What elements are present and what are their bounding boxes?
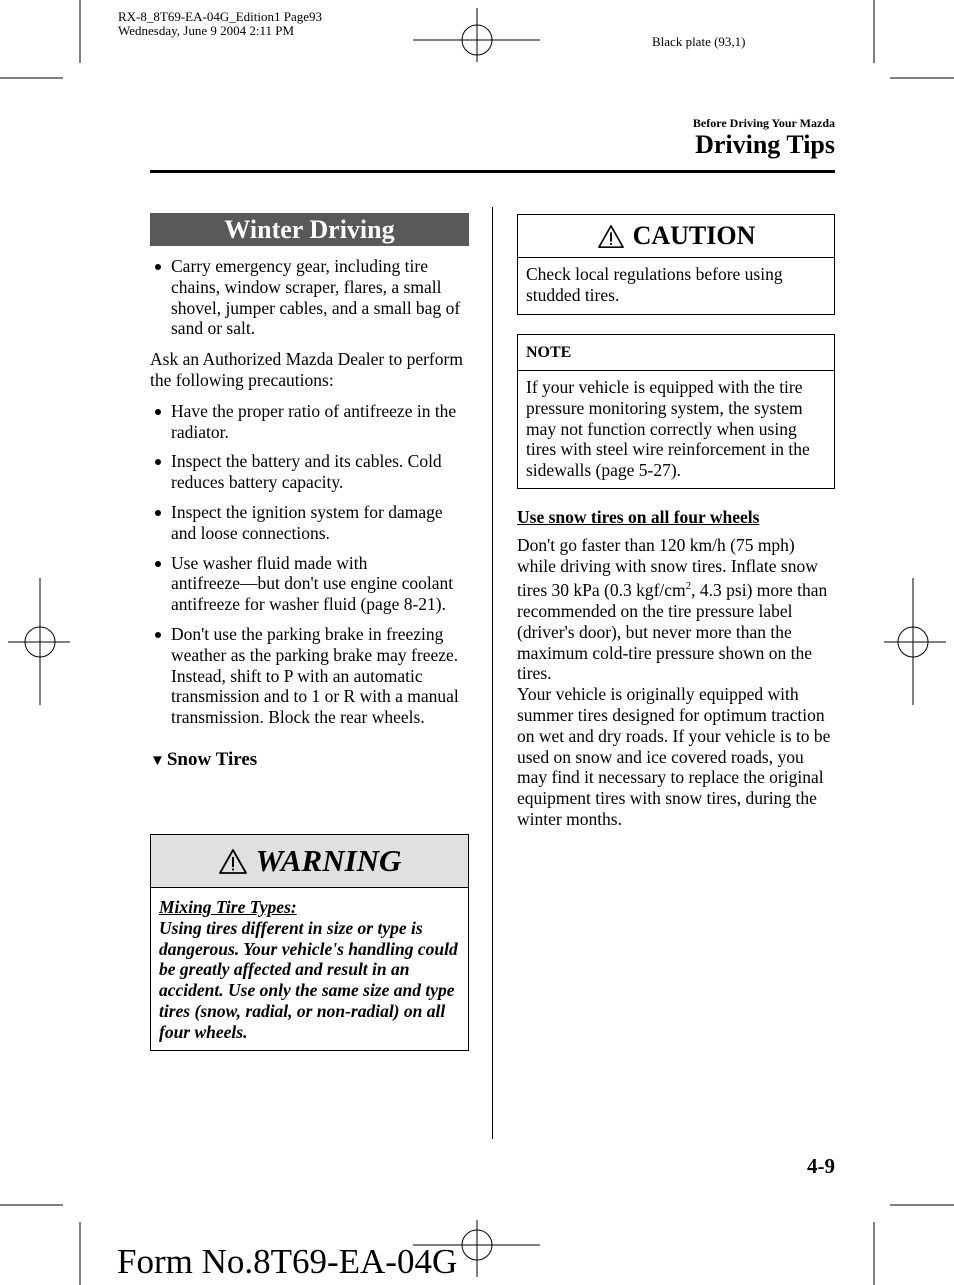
warning-heading: Mixing Tire Types: [159, 897, 297, 917]
list-item: Have the proper ratio of antifreeze in the radiator. [150, 401, 469, 443]
note-label: NOTE [518, 335, 834, 371]
snow-tires-heading: Use snow tires on all four wheels [517, 507, 760, 527]
warning-text: Using tires different in size or type is dangerous. Your vehicle's handling could be greatly affected and result in an accident. Use only the same size and type tires (snow, radial, or non-radial) on all four wheels. [159, 917, 458, 1042]
list-item: Carry emergency gear, including tire chains, window scraper, flares, a small shovel, jumper cables, and a small bag of sand or salt. [150, 256, 469, 339]
warning-box [150, 834, 469, 1051]
caution-text: Check local regulations before using studded tires. [526, 264, 783, 305]
caution-label: CAUTION [632, 221, 756, 250]
section-label: Before Driving Your Mazda [692, 116, 835, 130]
right-column-text [517, 507, 837, 830]
dealer-intro: Ask an Authorized Mazda Dealer to perform the following precautions: [150, 349, 463, 390]
caution-header [518, 215, 834, 258]
column-divider [492, 207, 493, 1139]
snow-tires-text-b: , 4.3 psi) more than recommended on the tire pressure label (driver's door), but never more than the maximum cold-tire pressure shown on the tires. [517, 580, 828, 684]
header-rule [150, 170, 835, 173]
warning-header [151, 835, 468, 888]
list-item: Inspect the ignition system for damage and loose connections. [150, 502, 469, 544]
list-item: Don't use the parking brake in freezing weather as the parking brake may freeze. Instead, shift to P with an automatic transmission and to 1 or R with a manual transmission. Block the rear wheels. [150, 624, 469, 728]
precaution-list [150, 401, 469, 728]
snow-tires-superscript: 2 [685, 580, 692, 593]
note-box [517, 334, 835, 489]
caution-triangle-icon [597, 224, 625, 249]
note-text: If your vehicle is equipped with the tire pressure monitoring system, the system may not function correctly when using tires with steel wire reinforcement in the sidewalls (page 5-27). [526, 377, 810, 481]
snow-tires-paragraph [517, 535, 837, 684]
registration-target-icon [8, 578, 70, 705]
print-meta [118, 10, 322, 38]
section-heading-winter-driving: Winter Driving [150, 213, 469, 246]
subheading-marker-icon: ▼ [150, 752, 165, 769]
subheading-snow-tires [150, 750, 469, 772]
warning-body [151, 888, 468, 1053]
warning-label: WARNING [255, 843, 402, 878]
subheading-text: Snow Tires [166, 748, 258, 770]
gear-list [150, 256, 469, 339]
list-item: Inspect the battery and its cables. Cold reduces battery capacity. [150, 451, 469, 493]
left-column [150, 213, 469, 772]
print-meta-line2: Wednesday, June 9 2004 2:11 PM [118, 23, 295, 38]
registration-target-icon [413, 8, 540, 62]
page-title: Driving Tips [695, 130, 835, 159]
print-meta-line1: RX-8_8T69-EA-04G_Edition1 Page93 [118, 9, 323, 24]
warning-triangle-icon [218, 848, 248, 875]
plate-label: Black plate (93,1) [652, 34, 746, 49]
list-item: Use washer fluid made with antifreeze―but don't use engine coolant antifreeze for washer fluid (page 8-21). [150, 553, 469, 615]
page-number: 4-9 [807, 1154, 835, 1178]
form-number: Form No.8T69-EA-04G [117, 1242, 458, 1281]
summer-tires-paragraph: Your vehicle is originally equipped with summer tires designed for optimum traction on wet and dry roads. If your vehicle is to be used on snow and ice covered roads, you may find it necessary to replace the original equipment tires with snow tires, during the winter months. [517, 684, 831, 829]
caution-box [517, 214, 835, 315]
snow-tires-text-a: Don't go faster than 120 km/h (75 mph) while driving with snow tires. Inflate snow tires 30 kPa (0.3 kgf/cm [517, 534, 818, 601]
registration-target-icon [884, 578, 946, 705]
